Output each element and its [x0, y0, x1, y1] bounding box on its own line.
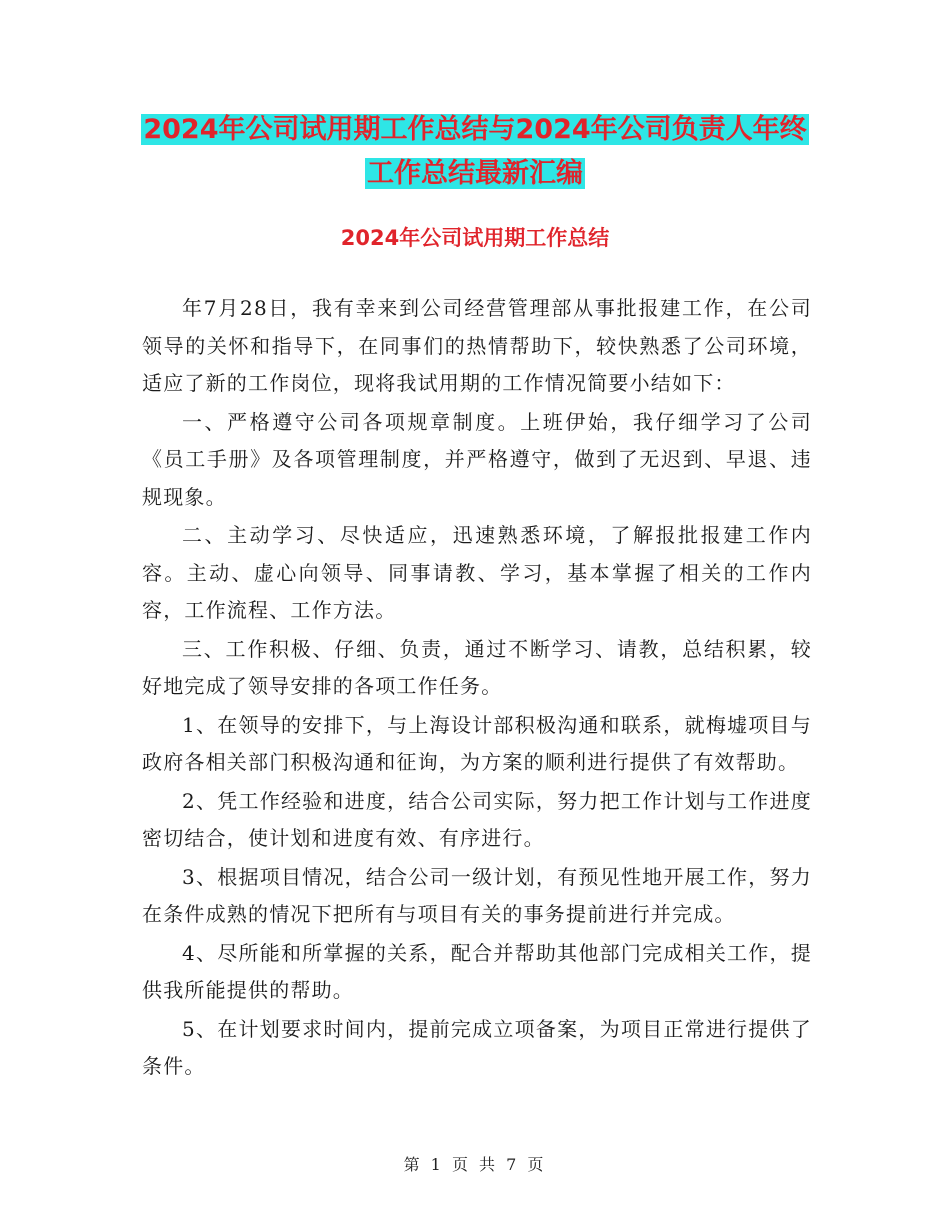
paragraph-item-5: 5、在计划要求时间内，提前完成立项备案，为项目正常进行提供了条件。 [142, 1016, 812, 1078]
paragraph-item-2: 2、凭工作经验和进度，结合公司实际，努力把工作计划与工作进度密切结合，使计划和进度有效、有序进行。 [142, 788, 812, 850]
document-title-line-1 [0, 108, 950, 152]
document-body [142, 290, 812, 1087]
paragraph-point-2: 二、主动学习、尽快适应，迅速熟悉环境，了解报批报建工作内容。主动、虚心向领导、同事请教、学习，基本掌握了相关的工作内容，工作流程、工作方法。 [142, 523, 812, 622]
paragraph-item-4: 4、尽所能和所掌握的关系，配合并帮助其他部门完成相关工作，提供我所能提供的帮助。 [142, 940, 812, 1002]
paragraph-item-3: 3、根据项目情况，结合公司一级计划，有预见性地开展工作，努力在条件成熟的情况下把所有与项目有关的事务提前进行并完成。 [142, 864, 812, 926]
paragraph-point-3: 三、工作积极、仔细、负责，通过不断学习、请教，总结积累，较好地完成了领导安排的各项工作任务。 [142, 636, 812, 698]
paragraph-point-1: 一、严格遵守公司各项规章制度。上班伊始，我仔细学习了公司《员工手册》及各项管理制度，并严格遵守，做到了无迟到、早退、违规现象。 [142, 409, 812, 509]
section-heading: 2024年公司试用期工作总结 [340, 226, 610, 250]
document-title-line-2 [0, 152, 950, 196]
document-title-text-1: 2024年公司试用期工作总结与2024年公司负责人年终 [143, 114, 807, 145]
paragraph-intro: 年7月28日，我有幸来到公司经营管理部从事批报建工作，在公司领导的关怀和指导下，在同事们的热情帮助下，较快熟悉了公司环境，适应了新的工作岗位，现将我试用期的工作情况简要小结如下： [142, 296, 812, 395]
paragraph-item-1: 1、在领导的安排下，与上海设计部积极沟通和联系，就梅墟项目与政府各相关部门积极沟通和征询，为方案的顺利进行提供了有效帮助。 [142, 712, 812, 774]
document-title-text-2: 工作总结最新汇编 [367, 158, 583, 189]
page-number-footer: 第 1 页 共 7 页 [403, 1155, 547, 1174]
